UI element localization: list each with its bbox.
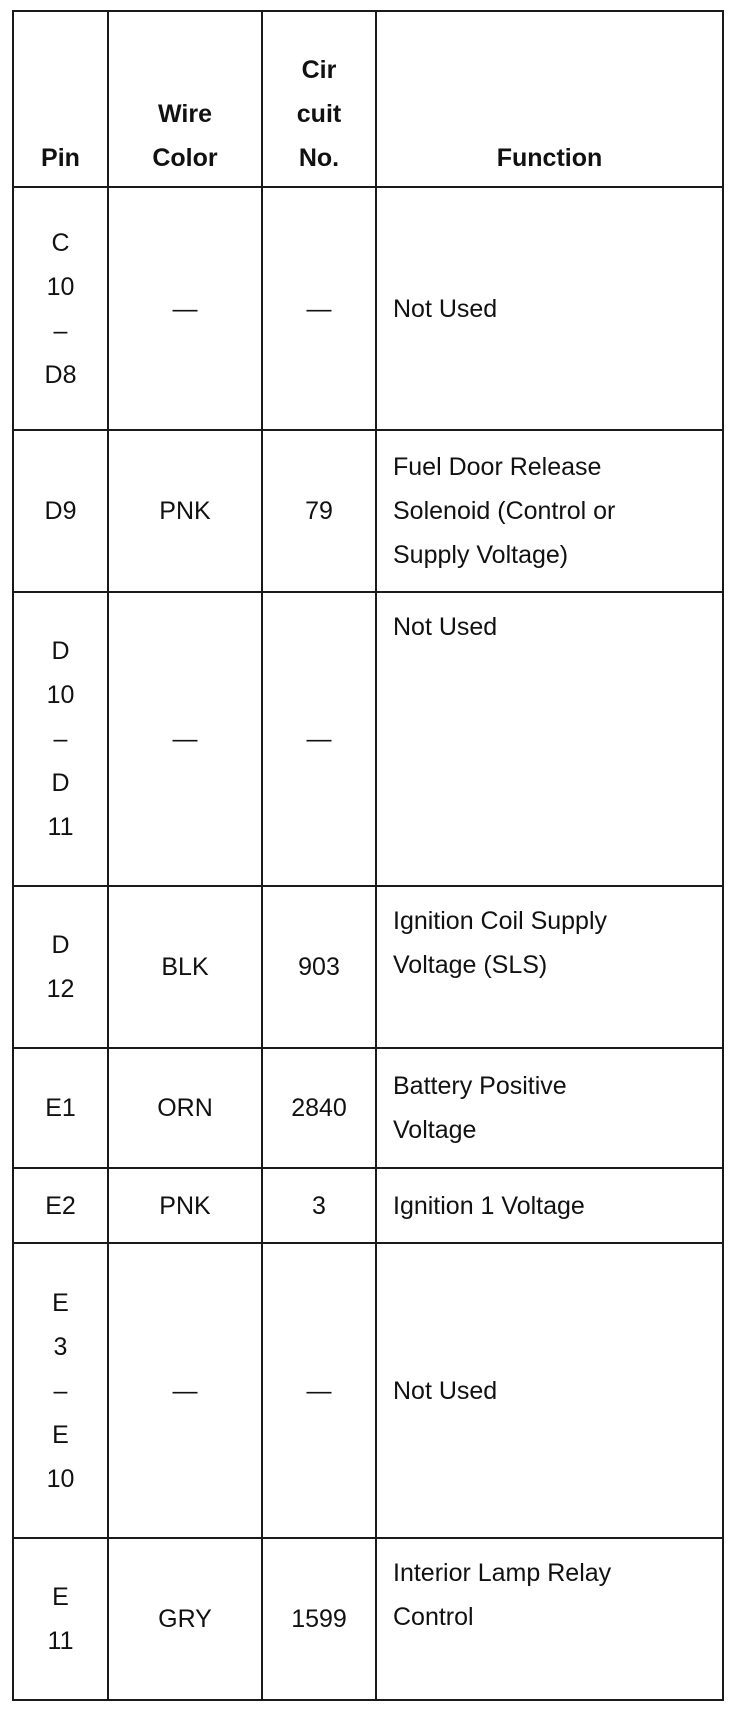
circuit-cell: 79 [262, 430, 376, 592]
function-line: Fuel Door Release [393, 453, 602, 481]
header-circuit-line: Cir [301, 56, 337, 84]
pin-cell [13, 592, 108, 886]
header-circuit-line: cuit [296, 100, 342, 128]
header-wire-color-line: Color [152, 144, 218, 172]
function-line: Ignition 1 Voltage [393, 1191, 585, 1220]
function-cell [376, 1243, 723, 1538]
pin-line: 12 [46, 975, 75, 1003]
table-row [13, 592, 723, 886]
header-pin: Pin [13, 11, 108, 187]
function-cell [376, 1538, 723, 1700]
function-line: Voltage [393, 1116, 477, 1144]
function-cell [376, 886, 723, 1048]
pin-line: E [52, 1583, 69, 1611]
pin-line: D9 [44, 497, 77, 525]
pin-cell [13, 1168, 108, 1243]
pin-line: E [52, 1420, 69, 1449]
circuit-cell: 903 [262, 886, 376, 1048]
pin-line: D8 [44, 360, 77, 389]
header-wire-color-line: Wire [158, 100, 212, 128]
pin-line: – [53, 1376, 68, 1405]
pin-line: 10 [46, 681, 75, 709]
circuit-cell: 3 [262, 1168, 376, 1243]
pin-line: 3 [53, 1332, 68, 1361]
circuit-cell: — [262, 592, 376, 886]
function-cell [376, 1168, 723, 1243]
pin-line: 11 [47, 1627, 74, 1655]
wire-color-cell: PNK [108, 1168, 262, 1243]
pin-line: E2 [45, 1191, 76, 1220]
header-wire-color [108, 11, 262, 187]
pin-line: D [51, 769, 70, 797]
header-function: Function [376, 11, 723, 187]
header-circuit-line: No. [298, 144, 340, 172]
pin-cell [13, 1048, 108, 1168]
function-cell [376, 187, 723, 430]
pin-line: 10 [46, 272, 75, 301]
pin-cell [13, 886, 108, 1048]
header-circuit-no [262, 11, 376, 187]
circuit-cell: 1599 [262, 1538, 376, 1700]
wire-color-cell: BLK [108, 886, 262, 1048]
wire-color-cell: GRY [108, 1538, 262, 1700]
function-line: Voltage (SLS) [393, 951, 548, 979]
pin-line: D [51, 931, 70, 959]
pin-cell [13, 1538, 108, 1700]
function-cell [376, 1048, 723, 1168]
table-row [13, 430, 723, 592]
pin-line: 11 [47, 813, 74, 841]
pin-line: C [51, 228, 70, 257]
circuit-cell: — [262, 187, 376, 430]
pin-line: – [53, 725, 68, 753]
connector-pinout-table [12, 10, 724, 1701]
table-row [13, 1168, 723, 1243]
pin-line: 10 [46, 1464, 75, 1493]
wire-color-cell: — [108, 1243, 262, 1538]
table-row [13, 1048, 723, 1168]
function-line: Not Used [393, 1376, 498, 1405]
pin-line: E [52, 1288, 69, 1317]
wire-color-cell: — [108, 187, 262, 430]
header-row [13, 11, 723, 187]
function-line: Ignition Coil Supply [393, 907, 608, 935]
function-cell [376, 592, 723, 886]
function-line: Not Used [393, 294, 498, 323]
function-line: Battery Positive [393, 1072, 567, 1100]
table-row [13, 1538, 723, 1700]
function-line: Control [393, 1603, 474, 1631]
pin-line: D [51, 637, 70, 665]
table-row [13, 1243, 723, 1538]
pin-line: – [53, 316, 68, 345]
pin-cell [13, 1243, 108, 1538]
table-row [13, 886, 723, 1048]
function-line: Supply Voltage) [393, 541, 569, 569]
function-line: Interior Lamp Relay [393, 1559, 612, 1587]
pin-cell [13, 187, 108, 430]
wire-color-cell: PNK [108, 430, 262, 592]
function-cell [376, 430, 723, 592]
function-line: Not Used [393, 613, 498, 641]
table-row [13, 187, 723, 430]
function-line: Solenoid (Control or [393, 497, 616, 525]
circuit-cell: 2840 [262, 1048, 376, 1168]
pin-line: E1 [45, 1094, 76, 1122]
wire-color-cell: ORN [108, 1048, 262, 1168]
circuit-cell: — [262, 1243, 376, 1538]
pin-cell [13, 430, 108, 592]
wire-color-cell: — [108, 592, 262, 886]
